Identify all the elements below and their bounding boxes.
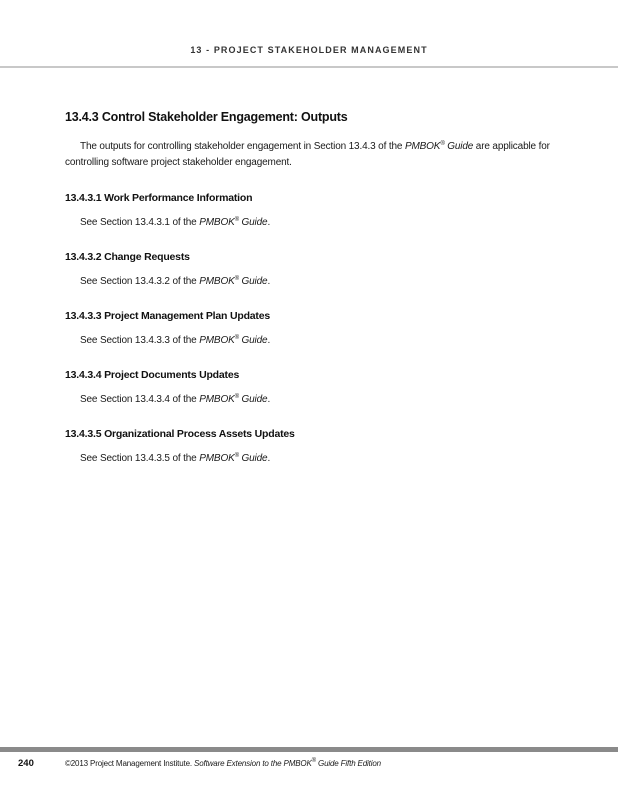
pmbok-guide-reference: PMBOK® Guide — [199, 276, 268, 287]
intro-text-after: are applicable for controlling software project stakeholder engagement. — [65, 141, 550, 168]
pmbok-guide-reference: PMBOK® Guide — [199, 394, 268, 405]
subsection-heading: 13.4.3.5 Organizational Process Assets Updates — [65, 428, 295, 440]
subsection-plan-updates — [65, 309, 565, 348]
subsection-heading: 13.4.3.3 Project Management Plan Updates — [65, 310, 270, 322]
footer-divider — [0, 747, 618, 752]
subsection-documents-updates — [65, 368, 565, 407]
subsection-heading: 13.4.3.1 Work Performance Information — [65, 192, 253, 204]
pmbok-guide-reference: PMBOK® Guide — [199, 453, 268, 464]
subsection-text: See Section 13.4.3.3 of the PMBOK® Guide. — [80, 335, 271, 346]
subsection-change-requests — [65, 250, 565, 289]
footer-copyright: ©2013 Project Management Institute. Software Extension to the PMBOK® Guide Fifth Edition — [65, 758, 381, 768]
subsection-work-performance — [65, 191, 565, 230]
subsection-text: See Section 13.4.3.5 of the PMBOK® Guide. — [80, 453, 271, 464]
running-header: 13 - PROJECT STAKEHOLDER MANAGEMENT — [190, 45, 428, 55]
page-content — [65, 110, 565, 466]
pmbok-guide-reference: PMBOK® Guide — [199, 335, 268, 346]
footer-book-title: Software Extension to the PMBOK® Guide Fifth Edition — [194, 758, 381, 768]
intro-pmbok-title: PMBOK® Guide — [404, 141, 474, 152]
subsection-text: See Section 13.4.3.4 of the PMBOK® Guide. — [80, 394, 271, 405]
subsection-opa-updates — [65, 427, 565, 466]
page-number: 240 — [18, 758, 34, 769]
subsection-heading: 13.4.3.2 Change Requests — [65, 251, 190, 263]
header-divider — [0, 66, 618, 68]
subsection-heading: 13.4.3.4 Project Documents Updates — [65, 369, 240, 381]
subsection-text: See Section 13.4.3.2 of the PMBOK® Guide. — [80, 276, 271, 287]
intro-paragraph — [65, 139, 565, 171]
intro-text-before: The outputs for controlling stakeholder engagement in Section 13.4.3 of the — [80, 141, 405, 152]
section-heading: 13.4.3 Control Stakeholder Engagement: Outputs — [65, 110, 348, 124]
subsection-text: See Section 13.4.3.1 of the PMBOK® Guide. — [80, 217, 271, 228]
pmbok-guide-reference: PMBOK® Guide — [199, 217, 268, 228]
